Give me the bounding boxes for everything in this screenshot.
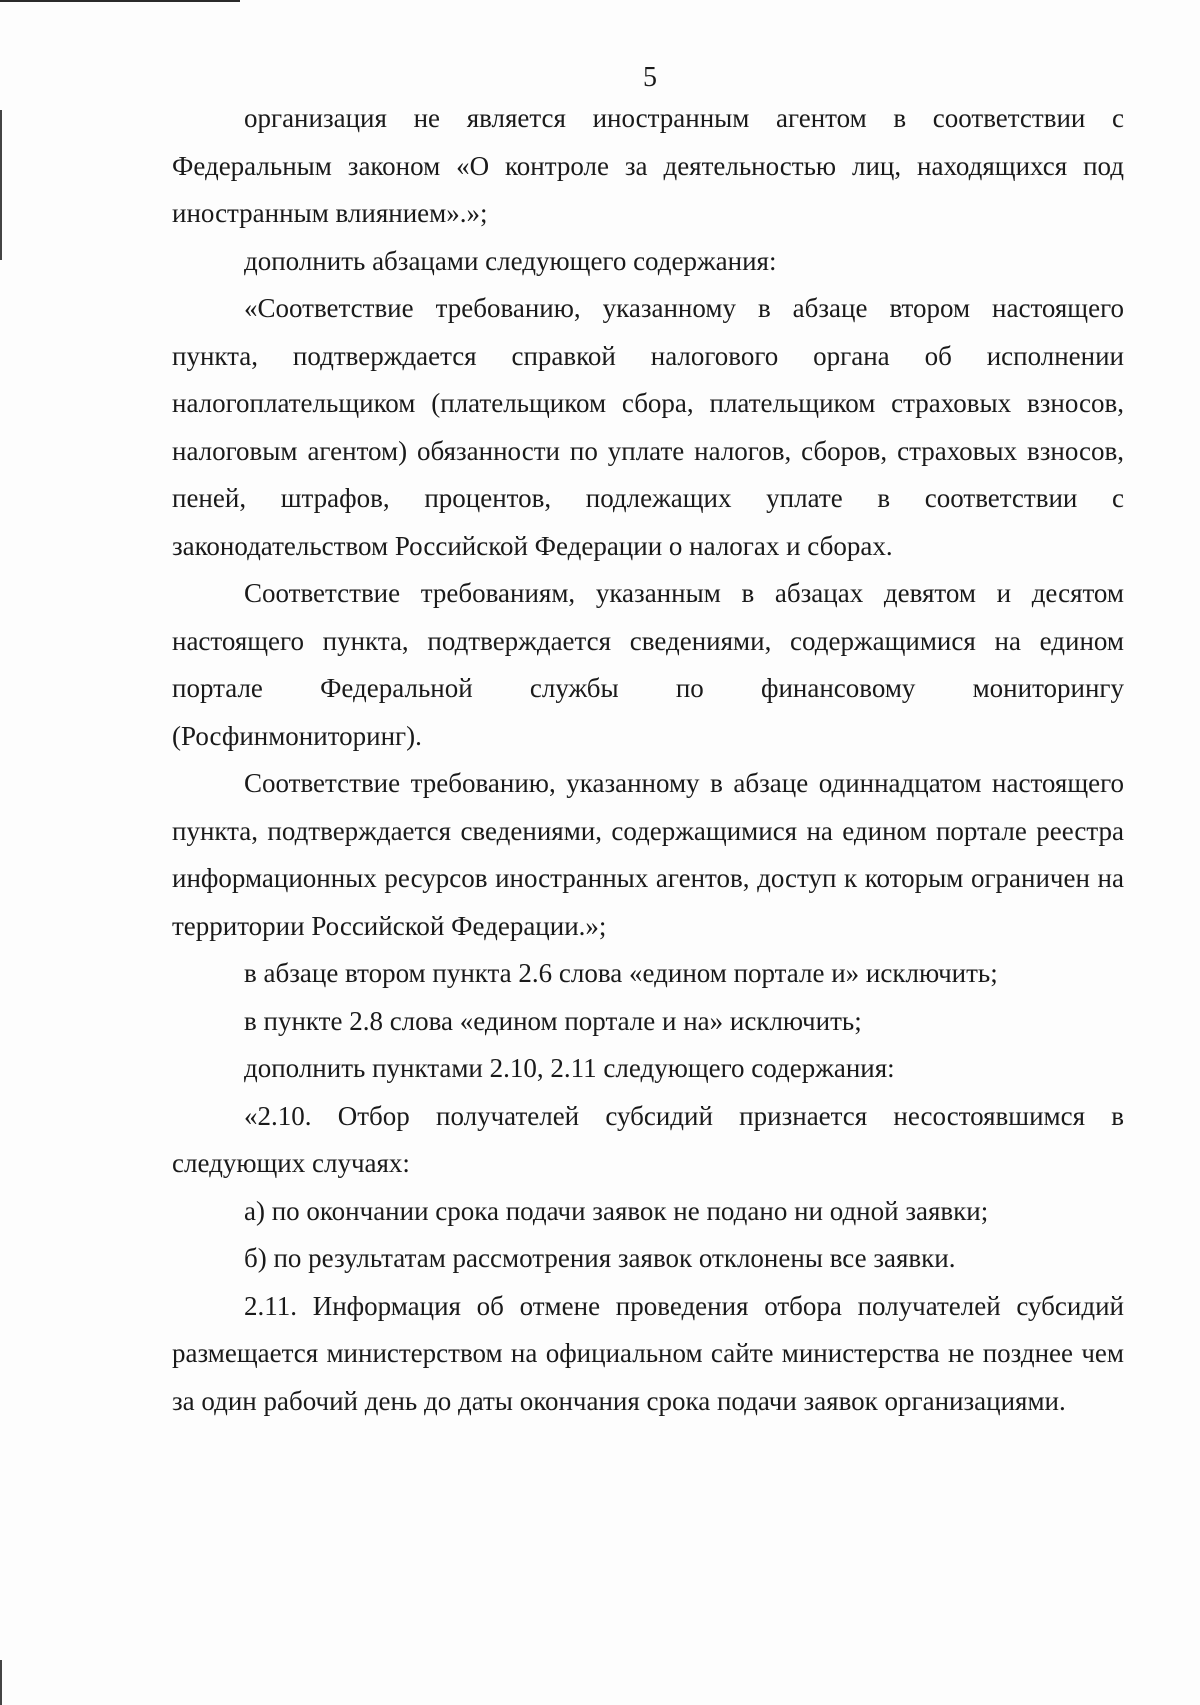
- scan-edge-top: [0, 0, 240, 2]
- paragraph: Соответствие требованию, указанному в абзаце одиннадцатом настоящего пункта, подтверждается сведениями, содержащимися на едином портале реестра информационных ресурсов иностранных агентов, доступ к которым ограничен на территории Российской Федерации.»;: [172, 768, 1124, 941]
- paragraph: 2.11. Информация об отмене проведения отбора получателей субсидий размещается министерством на официальном сайте министерства не позднее чем за один рабочий день до даты окончания срока подачи заявок организациями.: [172, 1290, 1124, 1416]
- paragraph: а) по окончании срока подачи заявок не подано ни одной заявки;: [244, 1195, 989, 1226]
- paragraph: б) по результатам рассмотрения заявок отклонены все заявки.: [244, 1243, 956, 1273]
- document-body: [172, 95, 1124, 1425]
- paragraph: Соответствие требованиям, указанным в абзацах девятом и десятом настоящего пункта, подтверждается сведениями, содержащимися на едином портале Федеральной службы по финансовому мониторингу (Росфинмониторинг).: [172, 578, 1124, 751]
- page-number: 5: [643, 62, 657, 93]
- scan-edge-left-bottom: [0, 1660, 2, 1705]
- paragraph: в абзаце втором пункта 2.6 слова «едином портале и» исключить;: [244, 958, 998, 988]
- paragraph: в пункте 2.8 слова «едином портале и на» исключить;: [244, 1005, 862, 1036]
- paragraph: дополнить пунктами 2.10, 2.11 следующего содержания:: [244, 1053, 895, 1083]
- paragraph: «Соответствие требованию, указанному в абзаце втором настоящего пункта, подтверждается справкой налогового органа об исполнении налогоплательщиком (плательщиком сбора, плательщиком страховых взносов, налоговым агентом) обязанности по уплате налогов, сборов, страховых взносов, пеней, штрафов, процентов, подлежащих уплате в соответствии с законодательством Российской Федерации о налогах и сборах.: [172, 293, 1124, 561]
- paragraph: организация не является иностранным агентом в соответствии с Федеральным законом «О контроле за деятельностью лиц, находящихся под иностранным влиянием».»;: [172, 103, 1124, 228]
- scan-edge-left: [0, 110, 2, 260]
- paragraph: дополнить абзацами следующего содержания:: [244, 245, 777, 276]
- paragraph: «2.10. Отбор получателей субсидий признается несостоявшимся в следующих случаях:: [172, 1100, 1124, 1178]
